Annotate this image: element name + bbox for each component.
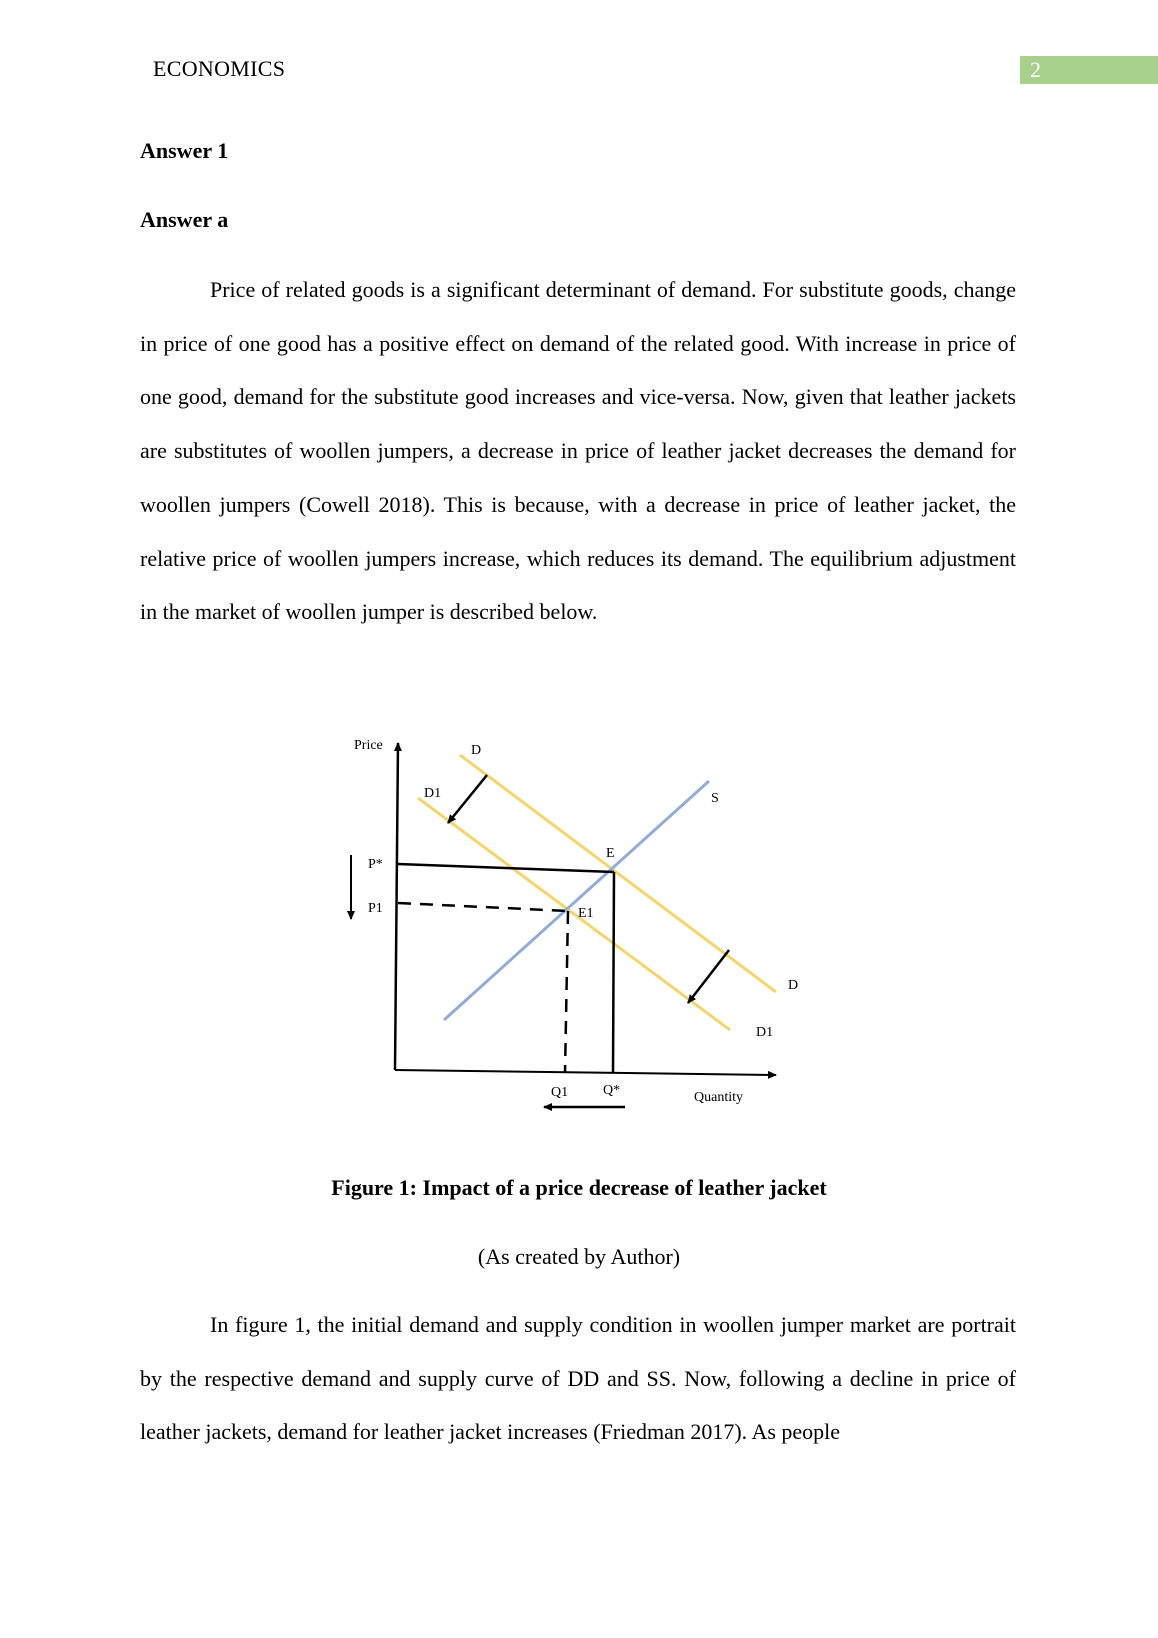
demand-label-top: D [471, 743, 482, 758]
heading-answer-a: Answer a [140, 207, 229, 232]
quantity-axis [395, 1070, 776, 1075]
new-demand-label-end: D1 [756, 1025, 774, 1040]
paragraph-1 [140, 263, 1016, 639]
quantity-initial-label: Q* [603, 1083, 621, 1098]
quantity-initial-line [613, 872, 614, 1073]
price-axis [395, 743, 398, 1070]
demand-shift-arrow-upper [448, 775, 487, 823]
paragraph-2-text: In figure 1, the initial demand and supply condition in woollen jumper market are portrait by the respective demand and supply curve of DD and SS. Now, following a decline in price of leather jackets, demand for leather jacket increases (Friedman 2017). As people [140, 1312, 1016, 1445]
new-demand-label-top: D1 [424, 786, 442, 801]
figure-source: (As created by Author) [477, 1244, 681, 1269]
paragraph-1-text: Price of related goods is a significant determinant of demand. For substitute goods, change in price of one good has a positive effect on demand of the related good. With increase in price of one good, demand for the substitute good increases and vice-versa. Now, given that leather jackets are substitutes of woollen jumpers, a decrease in price of leather jacket decreases the demand for woollen jumpers (Cowell 2018). This is because, with a decrease in price of leather jacket, the relative price of woollen jumpers increase, which reduces its demand. The equilibrium adjustment in the market of woollen jumper is described below. [140, 277, 1016, 625]
heading-answer-1: Answer 1 [140, 138, 229, 163]
quantity-axis-label: Quantity [694, 1090, 743, 1105]
demand-shift-arrow-lower [688, 950, 729, 1003]
quantity-new-label: Q1 [551, 1085, 569, 1100]
running-header: ECONOMICS [153, 56, 286, 81]
price-new-label: P1 [368, 901, 383, 916]
new-demand-curve [418, 798, 730, 1030]
paragraph-2 [140, 1298, 1016, 1459]
quantity-new-line [565, 911, 568, 1073]
figure-caption: Figure 1: Impact of a price decrease of leather jacket [331, 1175, 827, 1200]
price-new-line [398, 903, 568, 911]
equilibrium-label: E [606, 846, 615, 861]
price-initial-label: P* [368, 857, 383, 872]
page-number-badge: 2 [1020, 56, 1158, 84]
demand-curve [460, 755, 776, 992]
demand-label-end: D [788, 978, 799, 993]
price-axis-label: Price [354, 738, 383, 753]
supply-label: S [711, 791, 719, 806]
supply-demand-figure [340, 725, 800, 1125]
new-equilibrium-label: E1 [578, 906, 594, 921]
